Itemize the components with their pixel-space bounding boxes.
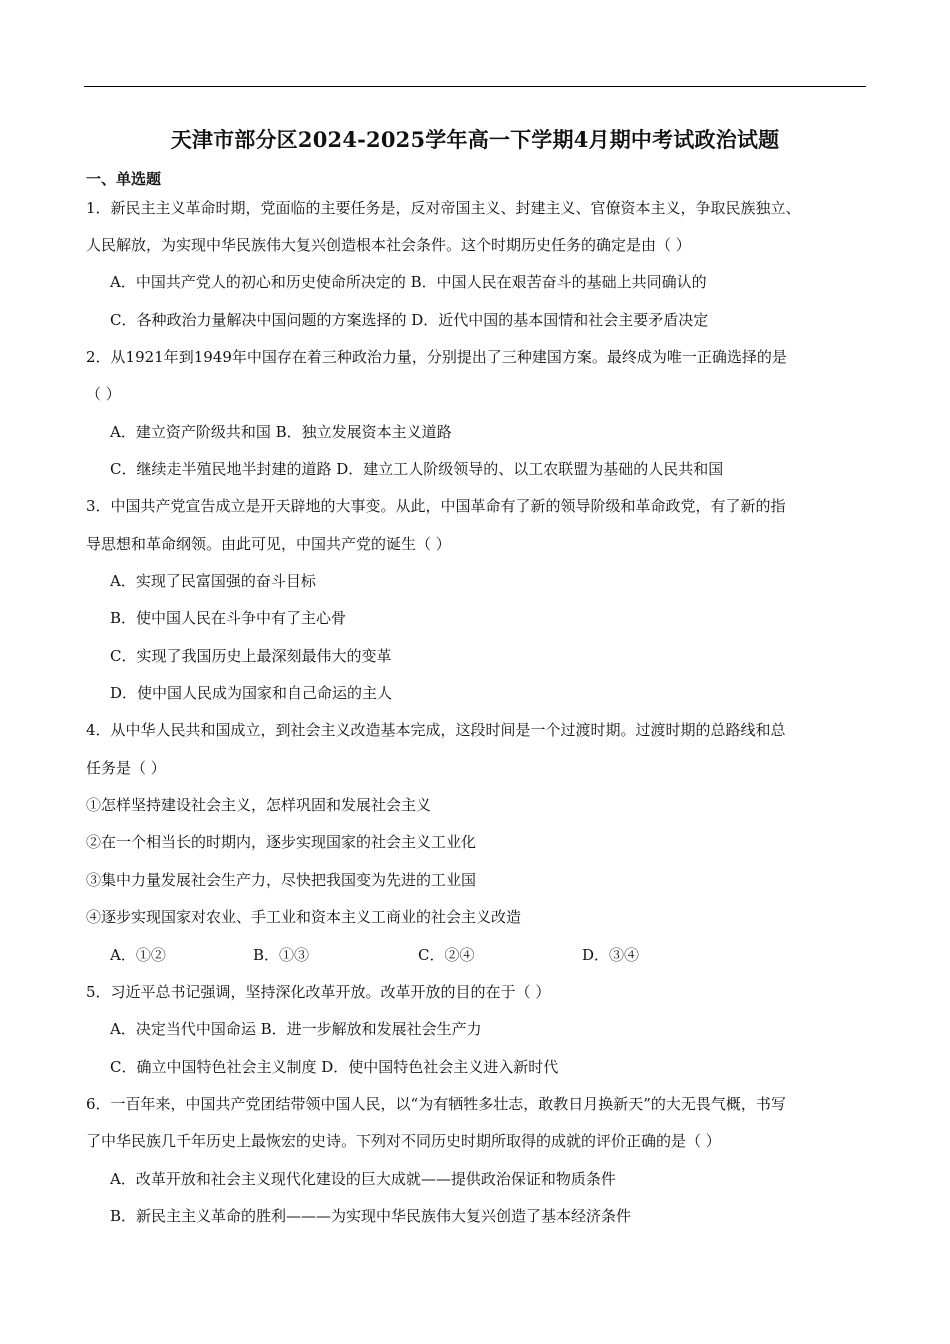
question-4-statement-3: ③集中力量发展社会生产力，尽快把我国变为先进的工业国 bbox=[86, 871, 477, 889]
question-1-options-ab: A．中国共产党人的初心和历史使命所决定的 B．中国人民在艰苦奋斗的基础上共同确认的 bbox=[110, 273, 707, 291]
question-6-option-b: B．新民主主义革命的胜利———为实现中华民族伟大复兴创造了基本经济条件 bbox=[110, 1207, 632, 1225]
question-4-choice-d: D．③④ bbox=[582, 946, 640, 964]
question-3-option-c: C．实现了我国历史上最深刻最伟大的变革 bbox=[110, 647, 392, 665]
question-2-options-ab: A．建立资产阶级共和国 B．独立发展资本主义道路 bbox=[110, 423, 452, 441]
question-6-option-a: A．改革开放和社会主义现代化建设的巨大成就——提供政治保证和物质条件 bbox=[110, 1170, 616, 1188]
question-3-stem-line-1: 3．中国共产党宣告成立是开天辟地的大事变。从此，中国革命有了新的领导阶级和革命政党，有了新的指 bbox=[86, 497, 786, 515]
question-3-option-b: B．使中国人民在斗争中有了主心骨 bbox=[110, 609, 347, 627]
question-4-choice-a: A．①② bbox=[110, 946, 166, 964]
question-4-statement-1: ①怎样坚持建设社会主义，怎样巩固和发展社会主义 bbox=[86, 796, 432, 814]
question-2-stem-line-1: 2．从1921年到1949年中国存在着三种政治力量，分别提出了三种建国方案。最终成为唯一正确选择的是 bbox=[86, 348, 787, 366]
question-1-stem-line-2: 人民解放，为实现中华民族伟大复兴创造根本社会条件。这个时期历史任务的确定是由（ ） bbox=[86, 236, 691, 254]
question-1-options-cd: C．各种政治力量解决中国问题的方案选择的 D．近代中国的基本国情和社会主要矛盾决定 bbox=[110, 311, 709, 329]
question-5-options-cd: C．确立中国特色社会主义制度 D．使中国特色社会主义进入新时代 bbox=[110, 1058, 559, 1076]
question-4-statement-2: ②在一个相当长的时期内，逐步实现国家的社会主义工业化 bbox=[86, 833, 477, 851]
question-3-stem-line-2: 导思想和革命纲领。由此可见，中国共产党的诞生（ ） bbox=[86, 535, 451, 553]
page-title: 天津市部分区2024-2025学年高一下学期4月期中考试政治试题 bbox=[170, 127, 780, 152]
question-4-choice-c: C．②④ bbox=[418, 946, 475, 964]
question-4-stem-line-1: 4．从中华人民共和国成立，到社会主义改造基本完成，这段时间是一个过渡时期。过渡时期的总路线和总 bbox=[86, 721, 786, 739]
question-5-options-ab: A．决定当代中国命运 B．进一步解放和发展社会生产力 bbox=[110, 1020, 482, 1038]
top-rule bbox=[84, 86, 866, 87]
question-2-stem-line-2: （ ） bbox=[86, 385, 121, 403]
question-2-options-cd: C．继续走半殖民地半封建的道路 D．建立工人阶级领导的、以工农联盟为基础的人民共和国 bbox=[110, 460, 724, 478]
question-3-option-d: D．使中国人民成为国家和自己命运的主人 bbox=[110, 684, 393, 702]
question-5-stem: 5．习近平总书记强调，坚持深化改革开放。改革开放的目的在于（ ） bbox=[86, 983, 551, 1001]
question-1-stem-line-1: 1．新民主主义革命时期，党面临的主要任务是，反对帝国主义、封建主义、官僚资本主义，争取民族独立、 bbox=[86, 199, 801, 217]
question-6-stem-line-2: 了中华民族几千年历史上最恢宏的史诗。下列对不同历史时期所取得的成就的评价正确的是（ ） bbox=[86, 1132, 721, 1150]
question-4-choice-b: B．①③ bbox=[253, 946, 310, 964]
question-6-stem-line-1: 6．一百年来，中国共产党团结带领中国人民，以“为有牺牲多壮志，敢教日月换新天”的大无畏气概，书写 bbox=[86, 1095, 786, 1113]
section-heading: 一、单选题 bbox=[86, 170, 162, 188]
question-4-stem-line-2: 任务是（ ） bbox=[86, 759, 166, 777]
question-3-option-a: A．实现了民富国强的奋斗目标 bbox=[110, 572, 316, 590]
question-4-statement-4: ④逐步实现国家对农业、手工业和资本主义工商业的社会主义改造 bbox=[86, 908, 522, 926]
